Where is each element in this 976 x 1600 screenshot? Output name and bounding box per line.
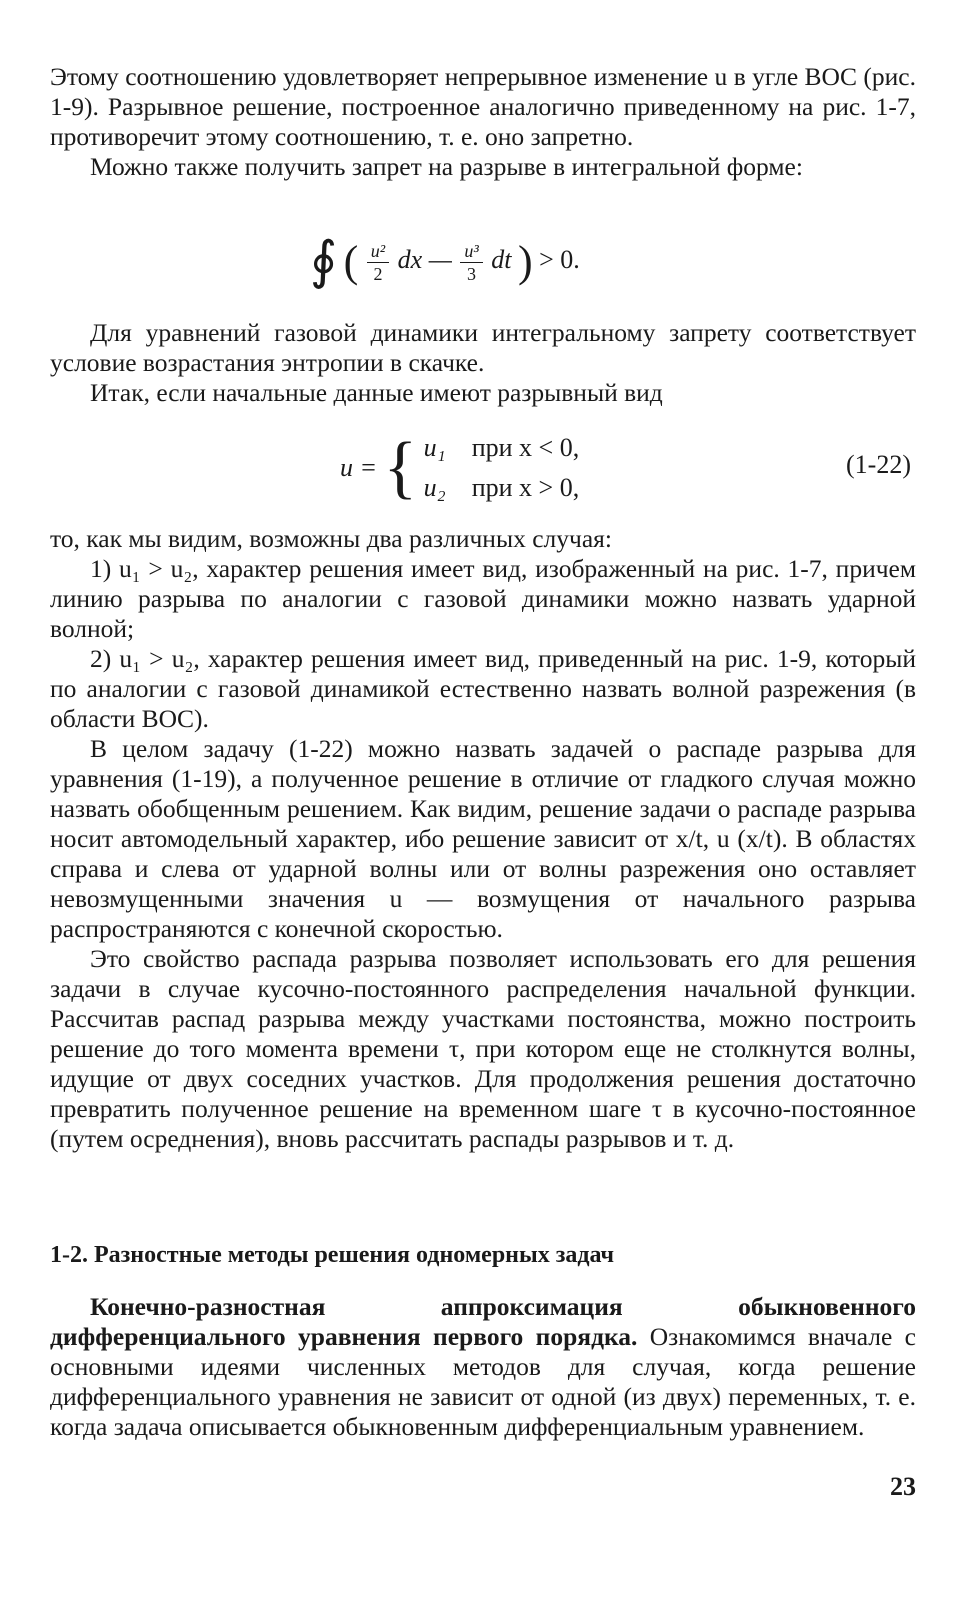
- fraction-u2-over-2: [367, 240, 389, 285]
- paragraph-7: 2) u₁ > u₂, характер решения имеет вид, приведенный на рис. 1-9, который по аналогии с газовой динамикой естественно назвать волной разрежения (в области BOC).: [50, 644, 916, 733]
- case-row-1: [424, 428, 580, 468]
- curly-brace: {: [383, 429, 418, 506]
- right-paren: ): [517, 237, 533, 286]
- paragraph-8: В целом задачу (1-22) можно назвать задачей о распаде разрыва для уравнения (1-19), а полученное решение в отличие от гладкого случая можно назвать обобщенным решением. Как видим, решение задачи о распаде разрыва носит автомодельный характер, ибо решение зависит от x/t, u (x/t). В областях справа и слева от ударной волны или от волны разрежения оно оставляет невозмущенными значения u — возмущения от начального разрыва распространяются с конечной скоростью.: [50, 734, 916, 943]
- piecewise-formula: [340, 428, 579, 508]
- case-value: u₁: [423, 433, 446, 462]
- paragraph-6: 1) u₁ > u₂, характер решения имеет вид, изображенный на рис. 1-7, причем линию разрыва по аналогии с газовой динамики можно назвать ударной волной;: [50, 554, 916, 643]
- paragraph-body: Ознакомимся вначале с основными идеями численных методов для случая, когда решение дифференциального уравнения не зависит от одной (из двух) переменных, т. е. когда задача описывается обыкновенным дифференциальным уравнением.: [50, 1322, 916, 1441]
- case-condition: при x < 0,: [471, 433, 580, 462]
- formula-lhs: u =: [340, 453, 378, 482]
- page-number: 23: [890, 1472, 916, 1501]
- denominator: 3: [467, 263, 477, 284]
- paragraph-4: Итак, если начальные данные имеют разрывный вид: [90, 378, 663, 407]
- text-block-3: [50, 524, 916, 1154]
- dt-term: dt: [491, 244, 512, 274]
- case-condition: при x > 0,: [471, 473, 580, 502]
- case-value: u₂: [423, 473, 446, 502]
- paragraph-1: Этому соотношению удовлетворяет непрерывное изменение u в угле BOC (рис. 1-9). Разрывное решение, построенное аналогично приведенному на рис. 1-7, противоречит этому соотношению, т. е. оно запретно.: [50, 62, 916, 151]
- paragraph-5: то, как мы видим, возможны два различных случая:: [50, 524, 612, 553]
- contour-integral-sign: ∮: [310, 233, 338, 290]
- integral-formula: [310, 233, 580, 290]
- text-block-4: [50, 1292, 916, 1442]
- text-block-1: [50, 62, 916, 182]
- equation-number: (1-22): [846, 450, 911, 479]
- paragraph-10: [50, 1292, 916, 1442]
- paragraph-3: Для уравнений газовой динамики интегральному запрету соответствует условие возрастания энтропии в скачке.: [50, 318, 916, 377]
- text-block-2: [50, 318, 916, 408]
- inequality: > 0.: [539, 244, 580, 274]
- dx-term: dx —: [397, 244, 452, 274]
- denominator: 2: [373, 263, 383, 284]
- numerator: u³: [460, 240, 482, 263]
- section-heading: 1-2. Разностные методы решения одномерных задач: [50, 1242, 615, 1268]
- paragraph-2: Можно также получить запрет на разрыве в интегральной форме:: [90, 152, 803, 181]
- left-paren: (: [343, 237, 359, 286]
- case-row-2: [424, 468, 580, 508]
- numerator: u²: [367, 240, 389, 263]
- cases: [424, 428, 580, 508]
- paragraph-9: Это свойство распада разрыва позволяет использовать его для решения задачи в случае кусочно-постоянного распределения начальной функции. Рассчитав распад разрыва между участками постоянства, можно построить решение до того момента времени τ, при котором еще не столкнутся волны, идущие от двух соседних участков. Для продолжения решения достаточно превратить полученное решение на временном шаге τ в кусочно-постоянное (путем осреднения), вновь рассчитать распады разрывов и т. д.: [50, 944, 916, 1153]
- fraction-u3-over-3: [460, 240, 482, 285]
- paragraph-lead: Конечно-разностная аппроксимация обыкновенного дифференциального уравнения первого порядка.: [50, 1292, 916, 1351]
